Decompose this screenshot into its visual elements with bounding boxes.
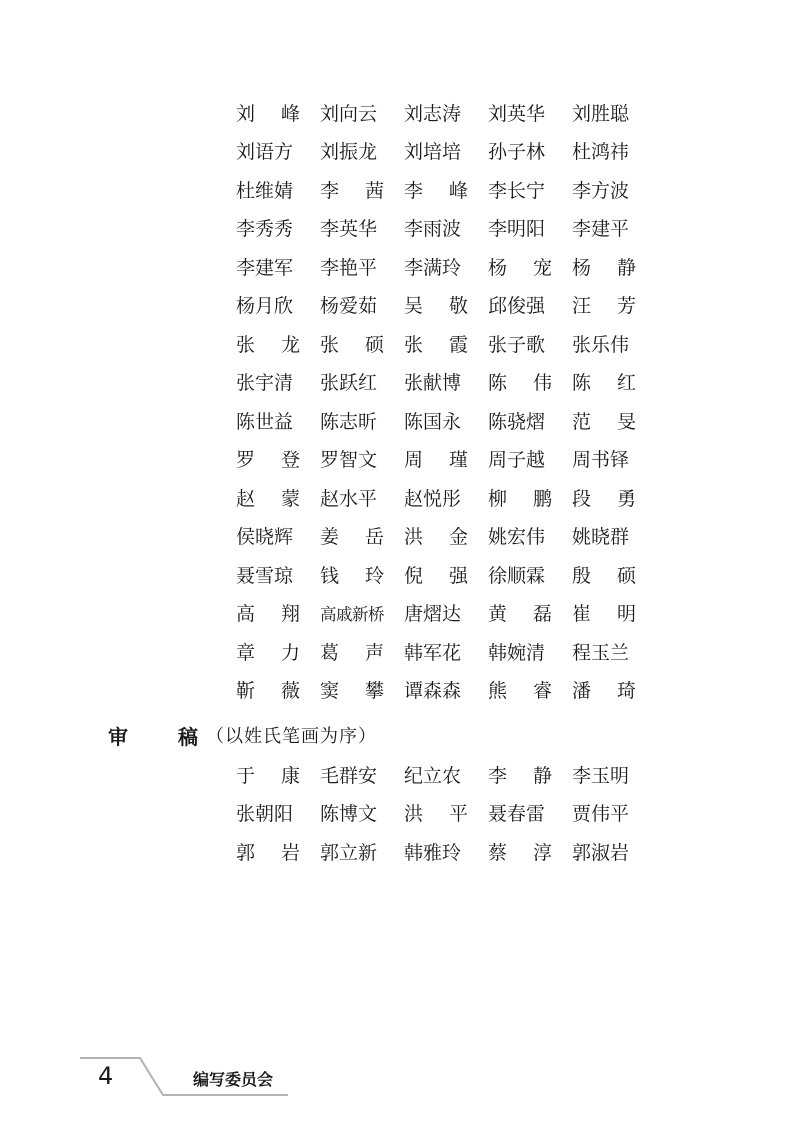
editor-name: 章 力 [236,641,300,664]
editor-name: 刘培培 [404,141,462,164]
editor-name: 刘胜聪 [572,102,630,125]
page-number: 4 [98,1062,114,1090]
editor-name: 徐顺霖 [488,564,546,587]
editor-name: 李建平 [572,218,630,241]
editor-name: 刘志涛 [404,102,462,125]
reviewer-name: 毛群安 [320,764,378,787]
editor-name: 程玉兰 [572,641,630,664]
editor-name: 范 旻 [572,410,636,433]
reviewer-name: 聂春雷 [488,803,546,826]
editor-name: 姚宏伟 [488,526,546,549]
reviewer-name: 纪立农 [404,764,462,787]
editor-name: 段 勇 [572,487,636,510]
editor-name: 李长宁 [488,179,546,202]
editor-name: 赵 蒙 [236,487,300,510]
editor-name: 陈国永 [404,410,462,433]
editor-name: 侯晓辉 [236,526,294,549]
editor-name: 熊 睿 [488,680,552,703]
editor-name: 陈 伟 [488,372,552,395]
editor-name: 葛 声 [320,641,384,664]
editor-name: 陈 红 [572,372,636,395]
editor-name: 谭森森 [404,680,462,703]
editor-name: 窦 攀 [320,680,384,703]
editor-name: 钱 玲 [320,564,384,587]
editor-name: 李 茜 [320,179,384,202]
reviewer-name: 于 康 [236,764,300,787]
editor-name: 聂雪琼 [236,564,294,587]
reviewer-name: 贾伟平 [572,803,630,826]
editor-name: 周 瑾 [404,449,468,472]
editor-name: 张 硕 [320,333,384,356]
editor-name: 高戚新桥 [320,604,384,624]
editor-name: 李雨波 [404,218,462,241]
editor-name: 殷 硕 [572,564,636,587]
editor-name: 李秀秀 [236,218,294,241]
editor-name: 韩婉清 [488,641,546,664]
editor-name: 刘向云 [320,102,378,125]
reviewer-name: 陈博文 [320,803,378,826]
editor-name: 高 翔 [236,603,300,626]
editor-name: 张献博 [404,372,462,395]
reviewer-name: 蔡 淳 [488,841,552,864]
editor-name: 张宇清 [236,372,294,395]
editor-name: 崔 明 [572,603,636,626]
editor-name: 赵悦彤 [404,487,462,510]
editor-name: 韩军花 [404,641,462,664]
reviewer-name: 洪 平 [404,803,468,826]
editor-name: 刘英华 [488,102,546,125]
editor-name: 陈志昕 [320,410,378,433]
editor-name: 李方波 [572,179,630,202]
editor-name: 周书铎 [572,449,630,472]
reviewer-name: 郭淑岩 [572,841,630,864]
editor-name: 张子歌 [488,333,546,356]
editor-name: 杨月欣 [236,295,294,318]
editor-name: 赵水平 [320,487,378,510]
editor-name: 汪 芳 [572,295,636,318]
editor-name: 邱俊强 [488,295,546,318]
editor-name: 姜 岳 [320,526,384,549]
editor-name: 倪 强 [404,564,468,587]
editor-name: 潘 琦 [572,680,636,703]
reviewer-name: 郭立新 [320,841,378,864]
editor-name: 刘语方 [236,141,294,164]
editor-name: 刘振龙 [320,141,378,164]
editor-name: 陈世益 [236,410,294,433]
editor-name: 杜维婧 [236,179,294,202]
reviewer-name: 郭 岩 [236,841,300,864]
reviewer-name: 李 静 [488,764,552,787]
editor-name: 姚晓群 [572,526,630,549]
editor-name: 李明阳 [488,218,546,241]
editor-name: 孙子林 [488,141,546,164]
reviewer-name: 张朝阳 [236,803,294,826]
editor-name: 张 龙 [236,333,300,356]
editor-name: 李 峰 [404,179,468,202]
editor-name: 洪 金 [404,526,468,549]
editor-name: 陈骁熠 [488,410,546,433]
editor-name: 罗智文 [320,449,378,472]
reviewer-name: 李玉明 [572,764,630,787]
editor-name: 周子越 [488,449,546,472]
review-order-note: （以姓氏笔画为序） [206,726,377,747]
editor-name: 张 霞 [404,333,468,356]
editor-name: 黄 磊 [488,603,552,626]
editor-name: 靳 薇 [236,680,300,703]
editor-name: 杜鸿祎 [572,141,630,164]
editor-name: 杨 宠 [488,256,552,279]
editor-name: 杨爱茹 [320,295,378,318]
editor-name: 唐熠达 [404,603,462,626]
editor-name: 罗 登 [236,449,300,472]
editor-name: 李满玲 [404,256,462,279]
review-heading-char-2: 稿 [178,724,198,749]
editor-name: 李艳平 [320,256,378,279]
editor-name: 李建军 [236,256,294,279]
review-heading-char-1: 审 [108,724,128,749]
editor-name: 柳 鹏 [488,487,552,510]
reviewer-name: 韩雅玲 [404,841,462,864]
editor-name: 刘 峰 [236,102,300,125]
editor-name: 吴 敬 [404,295,468,318]
editor-name: 张跃红 [320,372,378,395]
editor-name: 张乐伟 [572,333,630,356]
editor-name: 杨 静 [572,256,636,279]
editor-name: 李英华 [320,218,378,241]
footer-section-title: 编写委员会 [193,1070,274,1089]
